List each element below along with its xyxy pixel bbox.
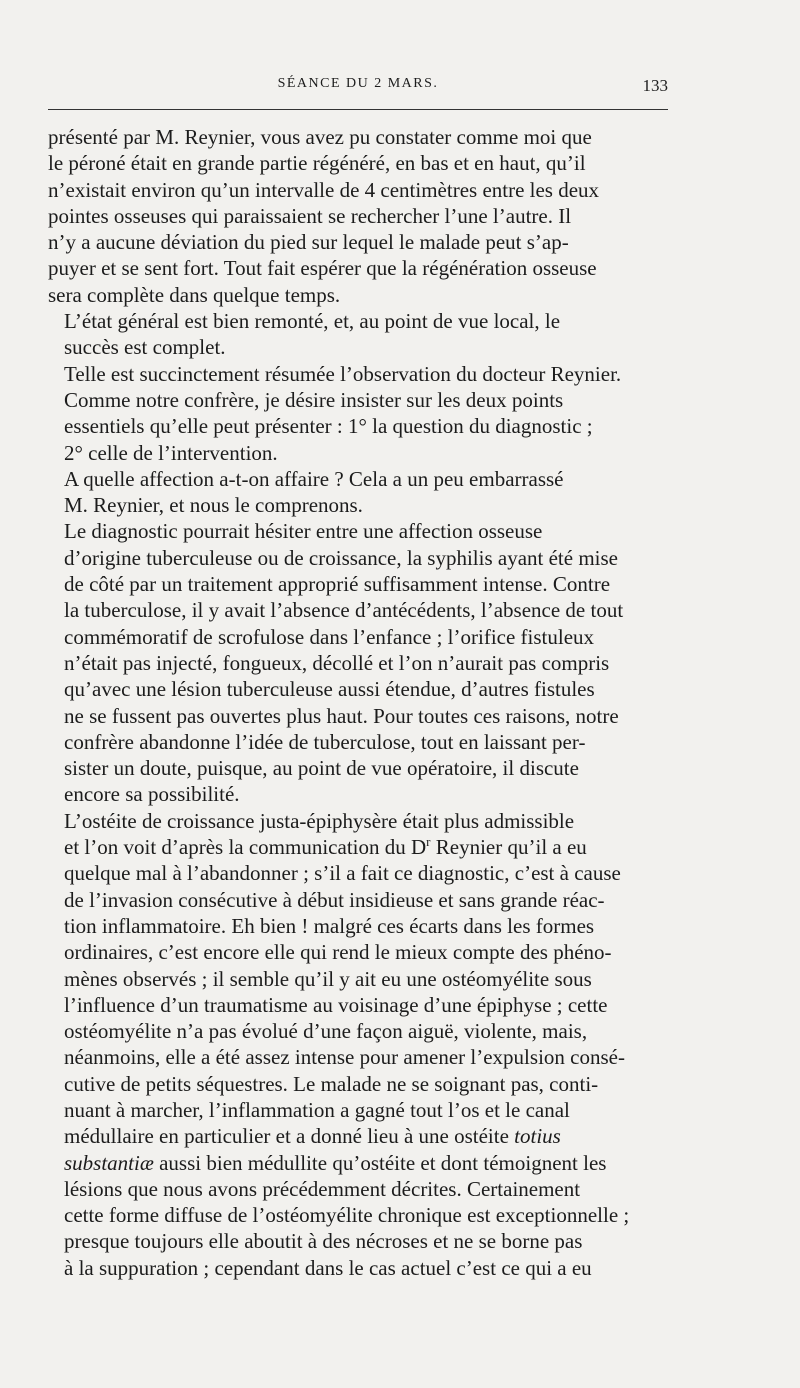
text-line: lésions que nous avons précédemment décrites. Certainement [64, 1176, 581, 1201]
text-line: essentiels qu’elle peut présenter : 1° la question du diagnostic ; [64, 414, 593, 439]
text-line: cette forme diffuse de l’ostéomyélite chronique est exceptionnelle ; [64, 1203, 630, 1228]
superscript: r [426, 834, 431, 850]
text-line: Telle est succinctement résumée l’observation du docteur Reynier. [64, 361, 622, 386]
paragraph [48, 124, 668, 308]
text-line: sera complète dans quelque temps. [48, 282, 341, 307]
text-line: n’existait environ qu’un intervalle de 4 centimètres entre les deux [48, 177, 600, 202]
text-line: confrère abandonne l’idée de tuberculose, tout en laissant per- [64, 729, 586, 754]
text-line: n’était pas injecté, fongueux, décollé et l’on n’aurait pas compris [64, 650, 610, 675]
text-line [48, 834, 668, 860]
text-line: d’origine tuberculeuse ou de croissance, la syphilis ayant été mise [64, 545, 618, 570]
text-line: tion inflammatoire. Eh bien ! malgré ces écarts dans les formes [64, 913, 595, 938]
text-line: ostéomyélite n’a pas évolué d’une façon aiguë, violente, mais, [64, 1019, 588, 1044]
text-line: Comme notre confrère, je désire insister sur les deux points [64, 387, 564, 412]
page-number: 133 [642, 76, 668, 95]
text-line: ordinaires, c’est encore elle qui rend le mieux compte des phéno- [64, 940, 612, 965]
italic-term: substantiæ [64, 1150, 154, 1175]
text-line: pointes osseuses qui paraissaient se rechercher l’une l’autre. Il [48, 203, 572, 228]
text-line: succès est complet. [64, 335, 226, 360]
running-head: SÉANCE DU 2 MARS. [277, 76, 439, 91]
text-line: mènes observés ; il semble qu’il y ait eu une ostéomyélite sous [64, 966, 592, 991]
text-fragment: médullaire en particulier et a donné lieu à une ostéite [64, 1124, 509, 1149]
text-line: de côté par un traitement approprié suffisamment intense. Contre [64, 572, 611, 597]
text-line [48, 1123, 668, 1149]
text-line: 2° celle de l’intervention. [64, 440, 278, 465]
body-text [48, 124, 668, 1281]
paragraph [48, 808, 668, 1281]
text-line: ne se fussent pas ouvertes plus haut. Pour toutes ces raisons, notre [64, 703, 619, 728]
page-header [48, 76, 668, 100]
paragraph [48, 387, 668, 466]
text-line: néanmoins, elle a été assez intense pour amener l’expulsion consé- [64, 1045, 625, 1070]
text-line: sister un doute, puisque, au point de vue opératoire, il discute [64, 756, 579, 781]
text-line: puyer et se sent fort. Tout fait espérer que la régénération osseuse [48, 256, 597, 281]
text-line: le péroné était en grande partie régénéré, en bas et en haut, qu’il [48, 151, 586, 176]
text-fragment: Reynier qu’il a eu [430, 835, 587, 860]
text-line: cutive de petits séquestres. Le malade ne se soignant pas, conti- [64, 1071, 599, 1096]
text-line: M. Reynier, et nous le comprenons. [64, 493, 363, 518]
header-rule [48, 109, 668, 110]
text-line [48, 1150, 668, 1176]
text-line: quelque mal à l’abandonner ; s’il a fait ce diagnostic, c’est à cause [64, 861, 621, 886]
paragraph [48, 308, 668, 361]
text-line: commémoratif de scrofulose dans l’enfance ; l’orifice fistuleux [64, 624, 595, 649]
text-line: encore sa possibilité. [64, 782, 240, 807]
text-line: à la suppuration ; cependant dans le cas actuel c’est ce qui a eu [64, 1255, 592, 1280]
text-line: presque toujours elle aboutit à des nécroses et ne se borne pas [64, 1229, 583, 1254]
text-line: l’influence d’un traumatisme au voisinage d’une épiphyse ; cette [64, 992, 608, 1017]
paragraph [48, 361, 668, 387]
text-line: L’ostéite de croissance justa-épiphysère était plus admissible [64, 808, 575, 833]
text-line: de l’invasion consécutive à début insidieuse et sans grande réac- [64, 887, 605, 912]
paragraph [48, 466, 668, 519]
text-fragment: aussi bien médullite qu’ostéite et dont témoignent les [153, 1150, 607, 1175]
text-fragment: et l’on voit d’après la communication du D [64, 835, 427, 860]
text-line: n’y a aucune déviation du pied sur lequel le malade peut s’ap- [48, 230, 569, 255]
text-line: A quelle affection a-t-on affaire ? Cela a un peu embarrassé [64, 466, 564, 491]
text-line: nuant à marcher, l’inflammation a gagné tout l’os et le canal [64, 1097, 570, 1122]
paragraph [48, 518, 668, 807]
text-line: Le diagnostic pourrait hésiter entre une affection osseuse [64, 519, 543, 544]
text-line: la tuberculose, il y avait l’absence d’antécédents, l’absence de tout [64, 598, 624, 623]
text-line: L’état général est bien remonté, et, au point de vue local, le [64, 309, 561, 334]
text-line: qu’avec une lésion tuberculeuse aussi étendue, d’autres fistules [64, 677, 595, 702]
text-line: présenté par M. Reynier, vous avez pu constater comme moi que [48, 125, 592, 149]
italic-term: totius [508, 1124, 561, 1149]
